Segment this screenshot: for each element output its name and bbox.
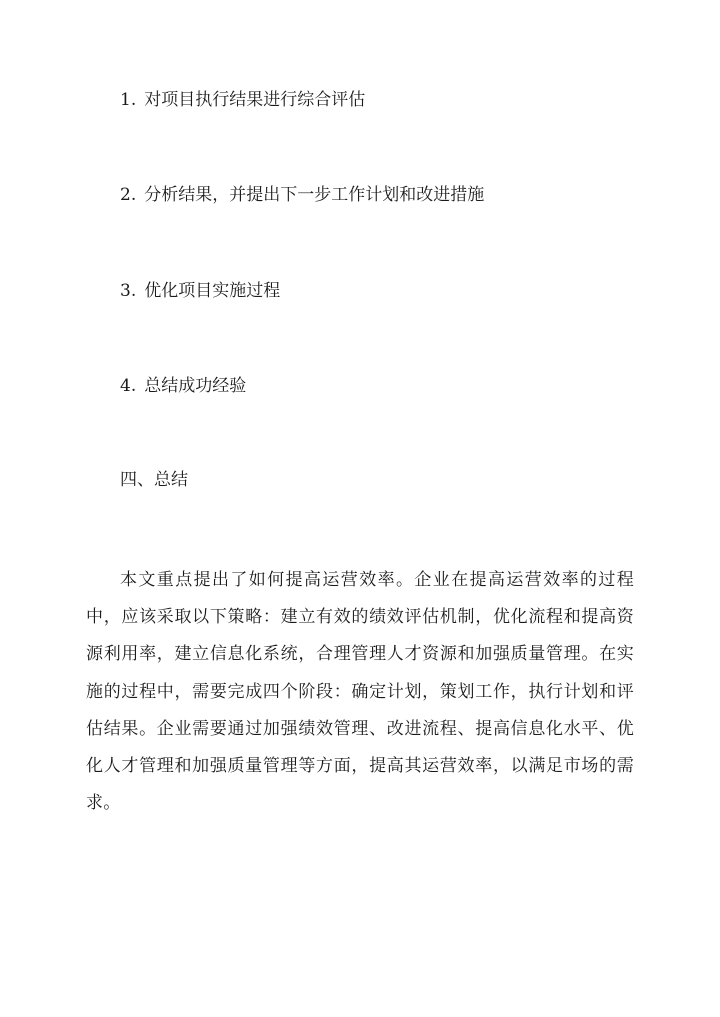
list-item-text: 分析结果，并提出下一步工作计划和改进措施 <box>144 185 485 205</box>
list-item-4 <box>120 374 246 398</box>
list-item-2 <box>120 183 484 207</box>
list-item-number: 1. <box>120 90 137 110</box>
list-item-3 <box>120 279 280 303</box>
summary-paragraph: 本文重点提出了如何提高运营效率。企业在提高运营效率的过程中，应该采取以下策略：建立有效的绩效评估机制，优化流程和提高资源利用率，建立信息化系统，合理管理人才资源和加强质量管理。在实施的过程中，需要完成四个阶段：确定计划，策划工作，执行计划和评估结果。企业需要通过加强绩效管理、改进流程、提高信息化水平、优化人才管理和加强质量管理等方面，提高其运营效率，以满足市场的需求。 <box>86 570 634 814</box>
list-item-number: 2. <box>120 185 137 205</box>
section-heading: 四、总结 <box>120 470 188 490</box>
list-item-1 <box>120 88 365 112</box>
list-item-text: 对项目执行结果进行综合评估 <box>144 90 366 110</box>
list-item-text: 优化项目实施过程 <box>144 281 281 301</box>
list-item-text: 总结成功经验 <box>144 376 247 396</box>
list-item-number: 3. <box>120 281 137 301</box>
list-item-number: 4. <box>120 376 137 396</box>
